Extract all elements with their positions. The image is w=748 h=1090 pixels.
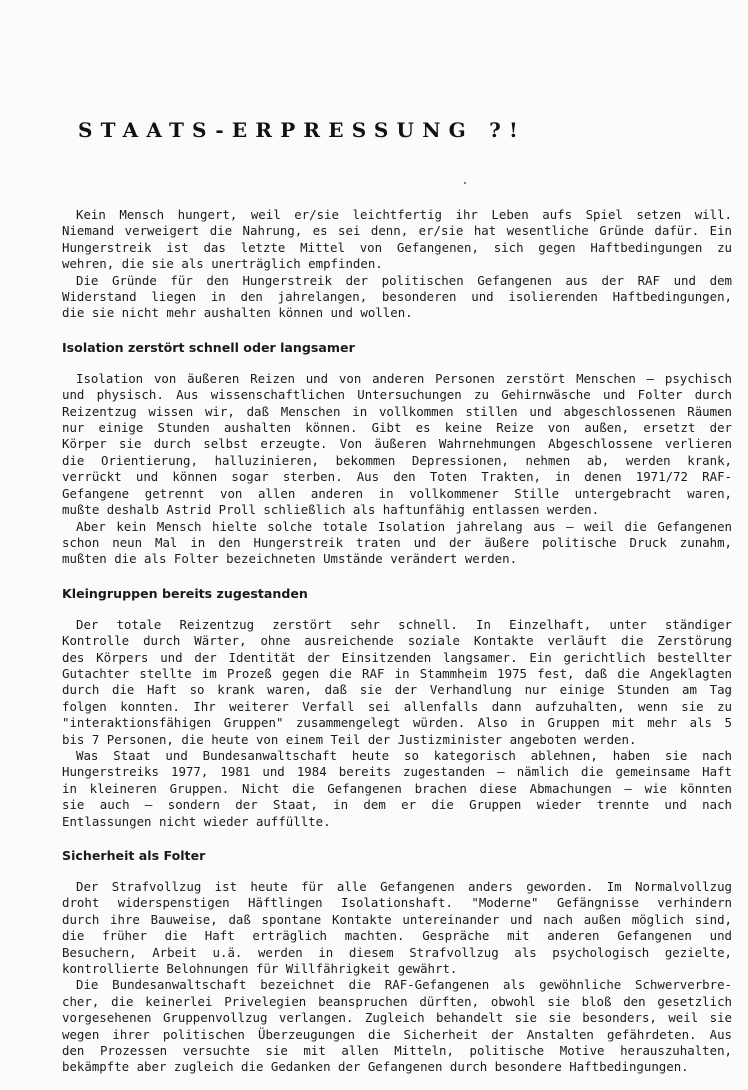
text-line: bekämpfte aber zugleich die Gedanken der Gefangenen durch besondere Haftbedingungen. bbox=[62, 1059, 689, 1075]
article-body bbox=[62, 207, 732, 1076]
text-line: wegen ihrer politischen Überzeugungen die Sicherheit der Anstalten gefährdeten. Aus bbox=[62, 1026, 732, 1042]
print-speck bbox=[464, 182, 466, 184]
text-line: verrückt und können sogar sterben. Aus den Toten Trakten, in denen 1971/72 RAF- bbox=[62, 469, 732, 485]
document-title: STAATS-ERPRESSUNG ?! bbox=[78, 118, 527, 142]
text-line: den Prozessen versuchte sie mit allen Mitteln, politische Motive herauszuhalten, bbox=[62, 1043, 732, 1059]
text-line: kontrollierte Belohnungen für Willfährigkeit gewährt. bbox=[62, 961, 458, 977]
text-line: cher, die keinerlei Privelegien beanspruchen dürften, obwohl sie bloß den gesetzlich bbox=[62, 993, 732, 1009]
text-line: Hungerstreik ist das letzte Mittel von Gefangenen, sich gegen Haftbedingungen zu bbox=[62, 239, 732, 255]
paragraph bbox=[62, 371, 732, 519]
text-line: Der totale Reizentzug zerstört sehr schnell. In Einzelhaft, unter ständiger bbox=[76, 616, 732, 632]
text-line: Die Bundesanwaltschaft bezeichnet die RAF-Gefangenen als gewöhnliche Schwerverbre- bbox=[76, 977, 732, 993]
text-line: des Körpers und der Identität der Einsitzenden langsamer. Ein gerichtlich bestellter bbox=[62, 649, 732, 665]
text-line: folgen konnten. Ihr weiterer Verfall sei allenfalls dann aufzuhalten, wenn sie zu bbox=[62, 698, 732, 714]
paragraph bbox=[62, 273, 732, 322]
text-line: Gutachter stellte im Prozeß gegen die RAF in Stammheim 1975 fest, daß die Angeklagten bbox=[62, 665, 732, 681]
paragraph bbox=[62, 207, 732, 273]
text-line: die früher die Haft erträglich machten. Gespräche mit anderen Gefangenen und bbox=[62, 928, 732, 944]
text-line: in kleineren Gruppen. Nicht die Gefangenen brachen diese Abmachungen – wie könnten bbox=[62, 780, 732, 796]
text-line: Was Staat und Bundesanwaltschaft heute so kategorisch ablehnen, haben sie nach bbox=[76, 747, 732, 763]
text-line: Entlassungen nicht wieder auffüllte. bbox=[62, 813, 331, 829]
text-line: mußten die als Folter bezeichneten Umstände verändert werden. bbox=[62, 551, 518, 567]
text-line: die sie nicht mehr aushalten können und wollen. bbox=[62, 305, 413, 321]
text-line: Aber kein Mensch hielte solche totale Isolation jahrelang aus – weil die Gefangenen bbox=[76, 518, 732, 534]
text-line: die Orientierung, halluzinieren, bekommen Depressionen, nehmen ab, werden krank, bbox=[62, 452, 732, 468]
text-line: Besuchern, Arbeit u.ä. werden in diesem Strafvollzug als psychologisch gezielte, bbox=[62, 944, 732, 960]
paragraph bbox=[62, 977, 732, 1075]
text-line: Niemand verweigert die Nahrung, es sei denn, er/sie hat wesentliche Gründe dafür. Ein bbox=[62, 223, 732, 239]
text-line: Der Strafvollzug ist heute für alle Gefangenen anders geworden. Im Normalvollzug bbox=[76, 879, 732, 894]
text-line: Hungerstreiks 1977, 1981 und 1984 bereits zugestanden – nämlich die gemeinsame Haft bbox=[62, 764, 732, 780]
text-line: Isolation von äußeren Reizen und von anderen Personen zerstört Menschen – psychisch bbox=[76, 370, 732, 386]
text-line: Die Gründe für den Hungerstreik der politischen Gefangenen aus der RAF und dem bbox=[76, 272, 732, 288]
text-line: Kontrolle durch Wärter, ohne ausreichende soziale Kontakte verläuft die Zerstörung bbox=[62, 633, 732, 649]
text-line: Widerstand liegen in den jahrelangen, besonderen und isolierenden Haftbedingungen, bbox=[62, 289, 732, 305]
text-line: Kein Mensch hungert, weil er/sie leichtfertig ihr Leben aufs Spiel setzen will. bbox=[76, 207, 732, 222]
paragraph bbox=[62, 617, 732, 748]
text-line: schon neun Mal in den Hungerstreik traten und der äußere politische Druck zunahm, bbox=[62, 534, 732, 550]
text-line: Gefangene getrennt von allen anderen in vollkommener Stille untergebracht waren, bbox=[62, 485, 732, 501]
text-line: durch ihre Bauweise, daß spontane Kontakte untereinander und nach außen möglich sind, bbox=[62, 911, 732, 927]
paragraph bbox=[62, 519, 732, 568]
text-line: sie auch – sondern der Staat, in dem er die Gruppen wieder trennte und nach bbox=[62, 797, 732, 813]
text-line: und physisch. Aus wissenschaftlichen Untersuchungen zu Gehirnwäsche und Folter durch bbox=[62, 387, 732, 403]
section-heading: Kleingruppen bereits zugestanden bbox=[62, 585, 308, 601]
text-line: mußte deshalb Astrid Proll schließlich als haftunfähig entlassen werden. bbox=[62, 502, 600, 518]
text-line: Reizentzug wissen wir, daß Menschen in vollkommen stillen und abgeschlossenen Räumen bbox=[62, 403, 732, 419]
paragraph bbox=[62, 748, 732, 830]
section-heading: Sicherheit als Folter bbox=[62, 848, 206, 863]
text-line: durch die Haft so krank waren, daß sie der Verhandlung nur einige Stunden am Tag bbox=[62, 682, 732, 698]
section-heading: Isolation zerstört schnell oder langsamer bbox=[62, 339, 355, 355]
paragraph bbox=[62, 879, 732, 977]
text-line: nur einige Stunden aushalten können. Gibt es keine Reize von außen, ersetzt der bbox=[62, 420, 732, 436]
text-line: "interaktionsfähigen Gruppen" zusammengelegt würden. Also in Gruppen mit mehr als 5 bbox=[62, 715, 732, 731]
text-line: droht widerspenstigen Häftlingen Isolationshaft. "Moderne" Gefängnisse verhindern bbox=[62, 895, 732, 911]
text-line: wehren, die sie als unerträglich empfinden. bbox=[62, 256, 383, 272]
text-line: bis 7 Personen, die heute von einem Teil der Justizminister angeboten werden. bbox=[62, 731, 637, 747]
text-line: vorgesehenen Gruppenvollzug verlangen. Zugleich behandelt sie sie besonders, weil sie bbox=[62, 1010, 732, 1026]
text-line: Körper sie durch selbst erzeugte. Von äußeren Wahrnehmungen Abgeschlossene verlieren bbox=[62, 436, 732, 452]
